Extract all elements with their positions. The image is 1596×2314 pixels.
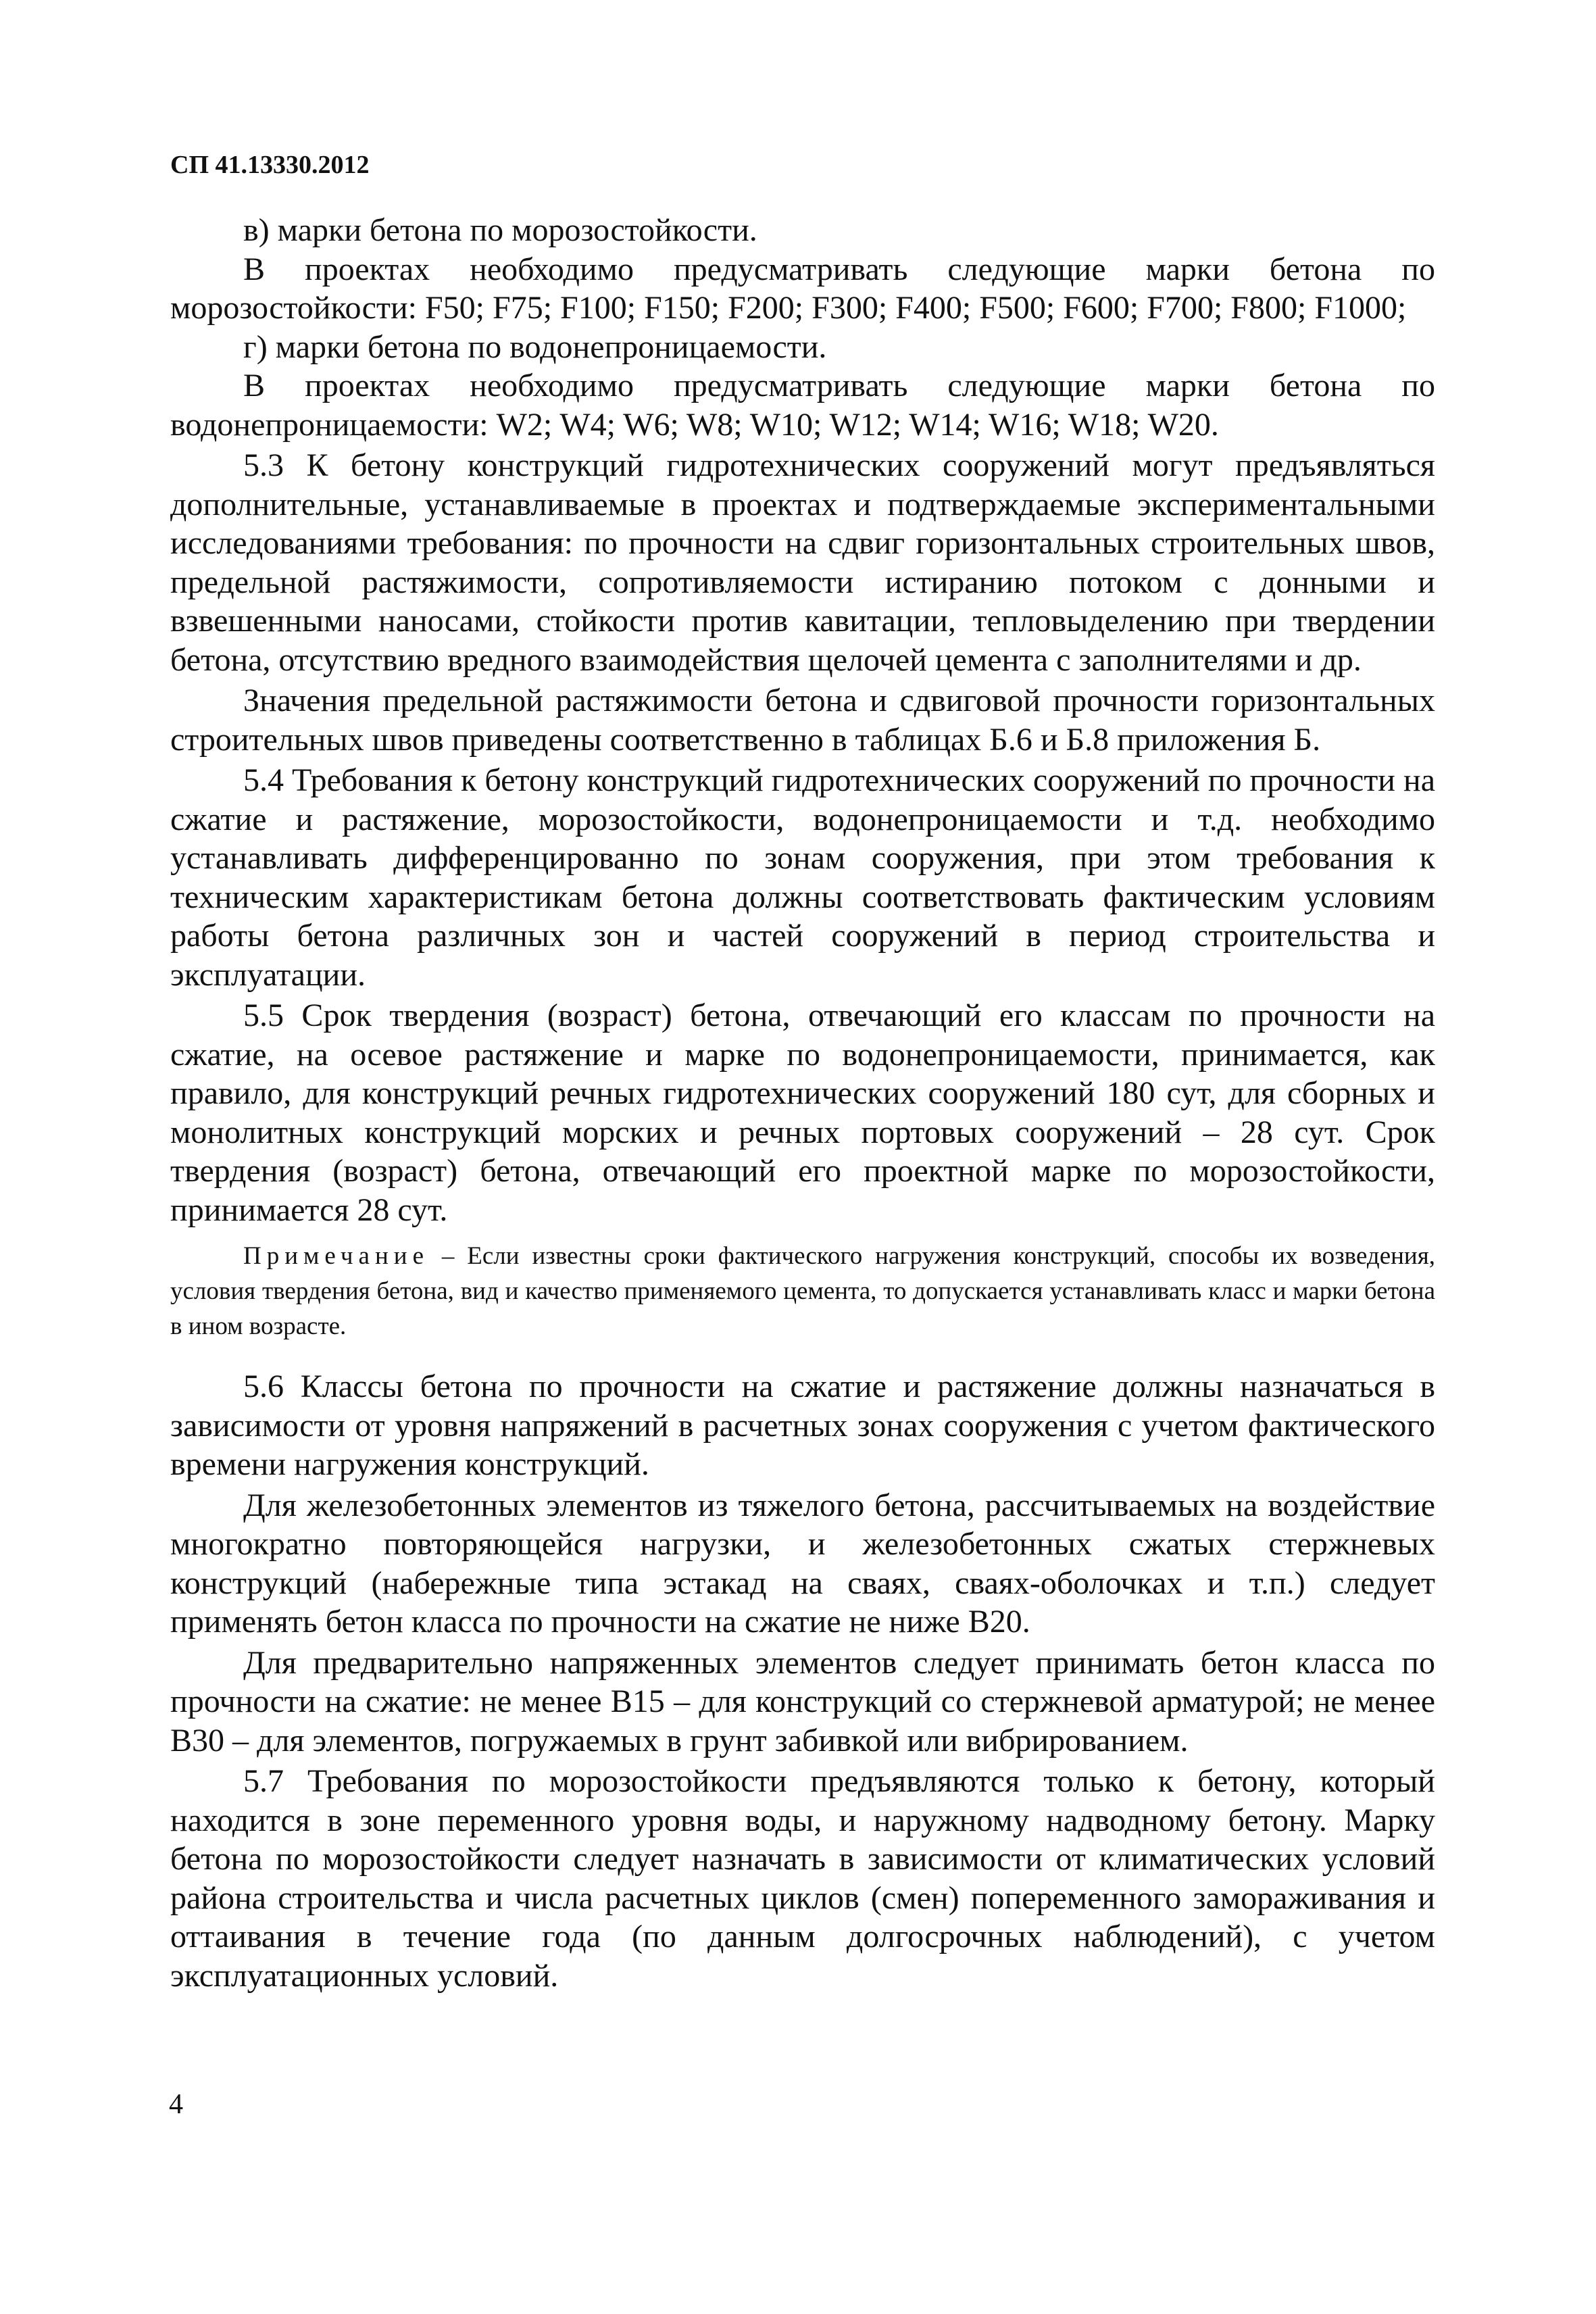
note-label: Примечание — [243, 1242, 429, 1270]
paragraph-5-6: 5.6 Классы бетона по прочности на сжатие и растяжение должны назначаться в зависимости от уровня напряжений в расчетных зонах сооружения с учетом фактического времени нагружения конструкций. — [170, 1369, 1435, 1482]
note-text: – Если известны сроки фактического нагружения конструкций, способы их возведения, условия твердения бетона, вид и качество применяемого цемента, то допускается устанавливать класс и марки бетона в ином возрасте. — [170, 1242, 1435, 1340]
paragraph-frost-marks-list: В проектах необходимо предусматривать следующие марки бетона по морозостойкости: F50; F75; F100; F150; F200; F300; F400; F500; F600; F700; F800; F1000; — [170, 251, 1435, 326]
paragraph-frost-marks-heading: в) марки бетона по морозостойкости. — [243, 212, 757, 248]
paragraph-reinforced-elements: Для железобетонных элементов из тяжелого бетона, рассчитываемых на воздействие многократно повторяющейся нагрузки, и железобетонных сжатых стержневых конструкций (набережные типа эстакад на сваях, сваях-оболочках и т.п.) следует применять бетон класса по прочности на сжатие не ниже В20. — [170, 1487, 1435, 1640]
paragraph-5-3: 5.3 К бетону конструкций гидротехнических сооружений могут предъявляться дополнительные, устанавливаемые в проектах и подтверждаемые экспериментальными исследованиями требования: по прочности на сдвиг горизонтальных строительных швов, предельной растяжимости, сопротивляемости истиранию потоком с донными и взвешенными наносами, стойкости против кавитации, тепловыделению при твердении бетона, отсутствию вредного взаимодействия щелочей цемента с заполнителями и др. — [170, 447, 1435, 678]
note-block — [170, 1239, 1435, 1344]
document-code-header: СП 41.13330.2012 — [170, 151, 370, 179]
paragraph-extensibility-values: Значения предельной растяжимости бетона и сдвиговой прочности горизонтальных строительных швов приведены соответственно в таблицах Б.6 и Б.8 приложения Б. — [170, 683, 1435, 758]
paragraph-5-4: 5.4 Требования к бетону конструкций гидротехнических сооружений по прочности на сжатие и растяжение, морозостойкости, водонепроницаемости и т.д. необходимо устанавливать дифференцированно по зонам сооружения, при этом требования к техническим характеристикам бетона должны соответствовать фактическим условиям работы бетона различных зон и частей сооружений в период строительства и эксплуатации. — [170, 762, 1435, 993]
paragraph-5-5: 5.5 Срок твердения (возраст) бетона, отвечающий его классам по прочности на сжатие, на осевое растяжение и марке по водонепроницаемости, принимается, как правило, для конструкций речных гидротехнических сооружений 180 сут, для сборных и монолитных конструкций морских и речных портовых сооружений – 28 сут. Срок твердения (возраст) бетона, отвечающий его проектной марке по морозостойкости, принимается 28 сут. — [170, 998, 1435, 1228]
document-body — [170, 211, 1435, 1995]
paragraph-water-marks-list: В проектах необходимо предусматривать следующие марки бетона по водонепроницаемости: W2; W4; W6; W8; W10; W12; W14; W16; W18; W20. — [170, 368, 1435, 443]
page-number: 4 — [169, 2089, 183, 2120]
paragraph-water-marks-heading: г) марки бетона по водонепроницаемости. — [243, 328, 827, 365]
paragraph-5-7: 5.7 Требования по морозостойкости предъявляются только к бетону, который находится в зоне переменного уровня воды, и наружному надводному бетону. Марку бетона по морозостойкости следует назначать в зависимости от климатических условий района строительства и числа расчетных циклов (смен) попеременного замораживания и оттаивания в течение года (по данным долгосрочных наблюдений), с учетом эксплуатационных условий. — [170, 1763, 1435, 1994]
paragraph-prestressed-elements: Для предварительно напряженных элементов следует принимать бетон класса по прочности на сжатие: не менее В15 – для конструкций со стержневой арматурой; не менее В30 – для элементов, погружаемых в грунт забивкой или вибрированием. — [170, 1644, 1435, 1758]
